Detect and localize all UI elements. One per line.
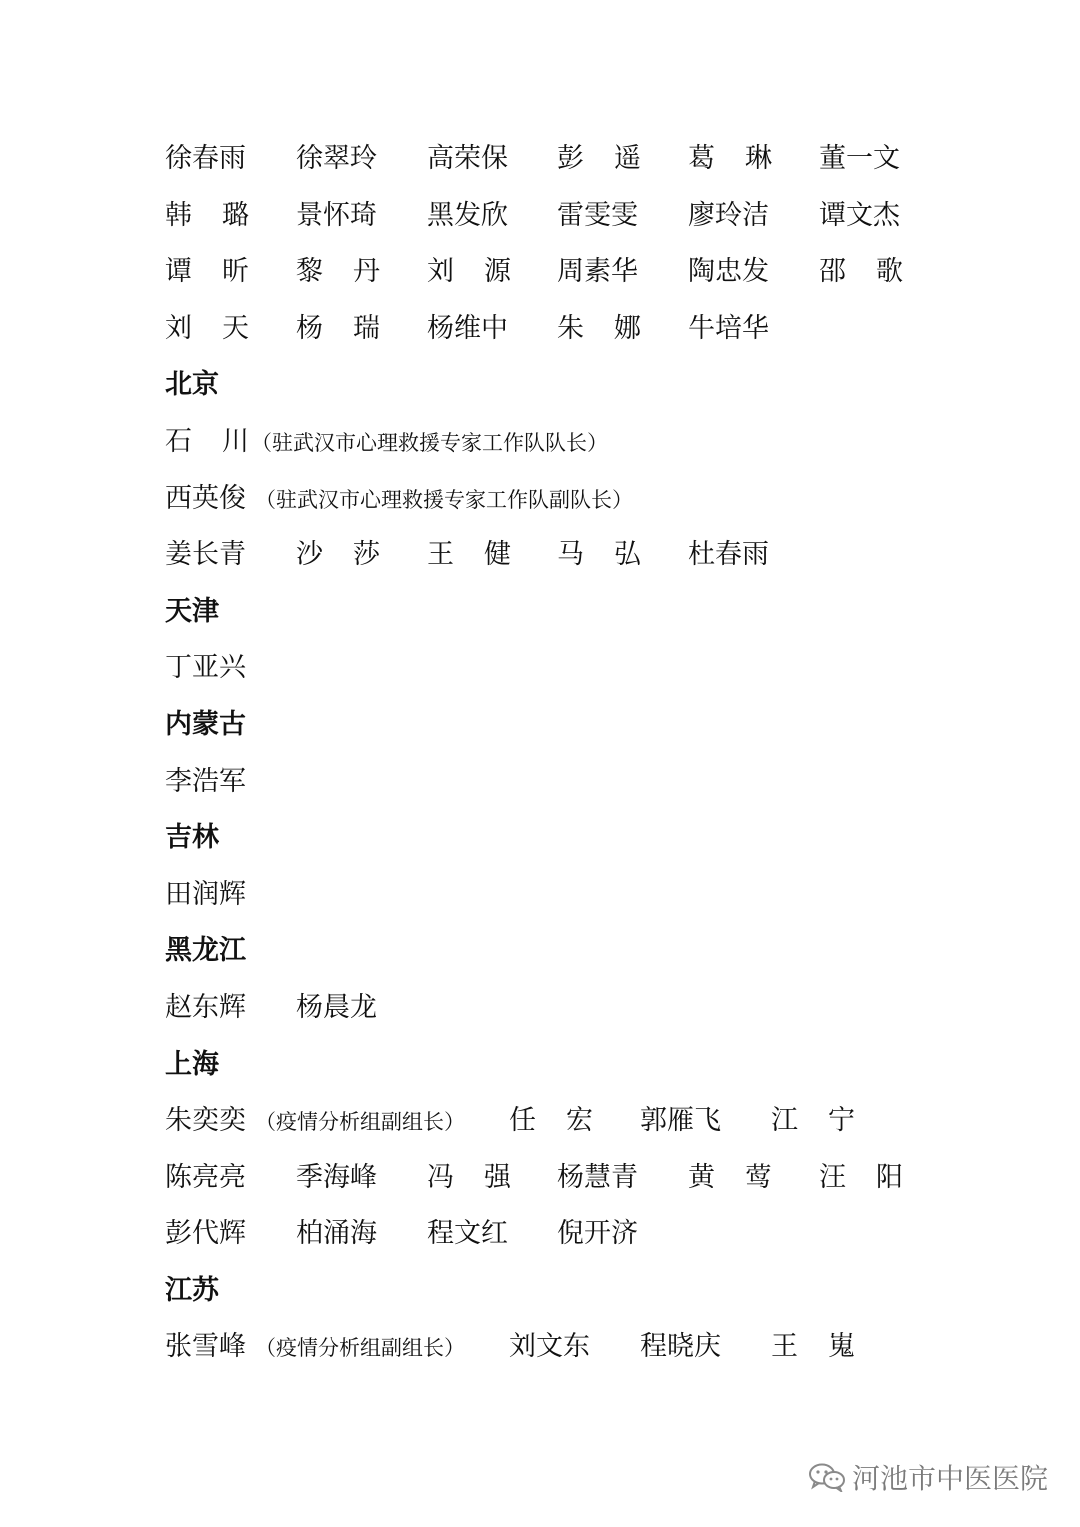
person-name: 李浩军 [165, 765, 246, 797]
person-name: 田润辉 [165, 878, 246, 910]
person-name: 张雪峰 [165, 1331, 246, 1363]
wechat-icon [808, 1462, 846, 1492]
person-name: 雷雯雯 [557, 199, 638, 231]
region-heading [165, 584, 965, 641]
person-name: 黑发欣 [427, 199, 508, 231]
name-row [165, 754, 965, 811]
person-name: 刘文东 [509, 1331, 590, 1363]
watermark [808, 1457, 1048, 1497]
person-name: 黄 莺 [688, 1161, 772, 1193]
person-name: 朱奕奕 [165, 1105, 246, 1137]
person-name: 杜春雨 [688, 539, 769, 571]
person-name: 彭代辉 [165, 1218, 246, 1250]
region-heading [165, 1037, 965, 1094]
name-row [165, 244, 965, 301]
person-name: 江 宁 [771, 1105, 855, 1137]
region-title: 北京 [165, 369, 219, 401]
name-row-with-note [165, 414, 965, 471]
person-name: 刘 源 [427, 256, 511, 288]
region-title: 黑龙江 [165, 935, 246, 967]
name-row [165, 188, 965, 245]
person-name: 赵东辉 [165, 991, 246, 1023]
person-name: 西英俊 [165, 482, 246, 514]
name-row-with-note [165, 1319, 965, 1376]
person-name: 柏涌海 [296, 1218, 377, 1250]
person-name: 杨 瑞 [296, 312, 380, 344]
person-name: 牛培华 [688, 312, 769, 344]
region-heading [165, 923, 965, 980]
person-name: 景怀琦 [296, 199, 377, 231]
person-name: 冯 强 [427, 1161, 511, 1193]
person-name: 黎 丹 [296, 256, 380, 288]
name-row [165, 1206, 965, 1263]
name-row [165, 131, 965, 188]
person-name: 周素华 [557, 256, 638, 288]
person-name: 彭 遥 [557, 143, 641, 174]
name-row [165, 301, 965, 358]
person-name: 陈亮亮 [165, 1161, 246, 1193]
person-name: 朱 娜 [557, 312, 641, 344]
person-name: 董一文 [819, 143, 900, 174]
region-title: 吉林 [165, 822, 219, 854]
watermark-text: 河池市中医医院 [852, 1462, 1049, 1495]
person-name: 邵 歌 [819, 256, 903, 288]
person-name: 廖玲洁 [688, 199, 769, 231]
role-note: （驻武汉市心理救援专家工作队队长） [251, 430, 608, 455]
name-row [165, 527, 965, 584]
region-heading [165, 697, 965, 754]
name-row [165, 980, 965, 1037]
name-list [165, 131, 965, 1376]
region-heading [165, 357, 965, 414]
role-note: （疫情分析组副组长） [255, 1110, 465, 1135]
person-name: 杨慧青 [557, 1161, 638, 1193]
person-name: 姜长青 [165, 539, 246, 571]
name-row [165, 640, 965, 697]
person-name: 徐春雨 [165, 143, 246, 174]
person-name: 陶忠发 [688, 256, 769, 288]
name-row [165, 867, 965, 924]
person-name: 马 弘 [557, 539, 641, 571]
role-note: （疫情分析组副组长） [255, 1336, 465, 1361]
person-name: 葛 琳 [688, 143, 772, 174]
person-name: 倪开济 [557, 1218, 638, 1250]
person-name: 季海峰 [296, 1161, 377, 1193]
person-name: 谭 昕 [165, 256, 249, 288]
person-name: 郭雁飞 [640, 1105, 721, 1137]
person-name: 任 宏 [509, 1105, 593, 1137]
person-name: 谭文杰 [819, 199, 900, 231]
name-row-with-note [165, 471, 965, 528]
role-note: （驻武汉市心理救援专家工作队副队长） [255, 487, 633, 512]
name-row [165, 1150, 965, 1207]
person-name: 汪 阳 [819, 1161, 903, 1193]
region-title: 江苏 [165, 1274, 219, 1306]
person-name: 王 健 [427, 539, 511, 571]
person-name: 杨晨龙 [296, 991, 377, 1023]
person-name: 王 嵬 [771, 1331, 855, 1363]
region-title: 内蒙古 [165, 708, 246, 740]
person-name: 徐翠玲 [296, 143, 377, 174]
region-heading [165, 810, 965, 867]
region-title: 天津 [165, 595, 219, 627]
person-name: 杨维中 [427, 312, 508, 344]
person-name: 沙 莎 [296, 539, 380, 571]
person-name: 石 川 [165, 425, 249, 457]
person-name: 高荣保 [427, 143, 508, 174]
person-name: 丁亚兴 [165, 652, 246, 684]
region-title: 上海 [165, 1048, 219, 1080]
person-name: 刘 天 [165, 312, 249, 344]
person-name: 程文红 [427, 1218, 508, 1250]
region-heading [165, 1263, 965, 1320]
name-row-with-note [165, 1093, 965, 1150]
person-name: 韩 璐 [165, 199, 249, 231]
person-name: 程晓庆 [640, 1331, 721, 1363]
